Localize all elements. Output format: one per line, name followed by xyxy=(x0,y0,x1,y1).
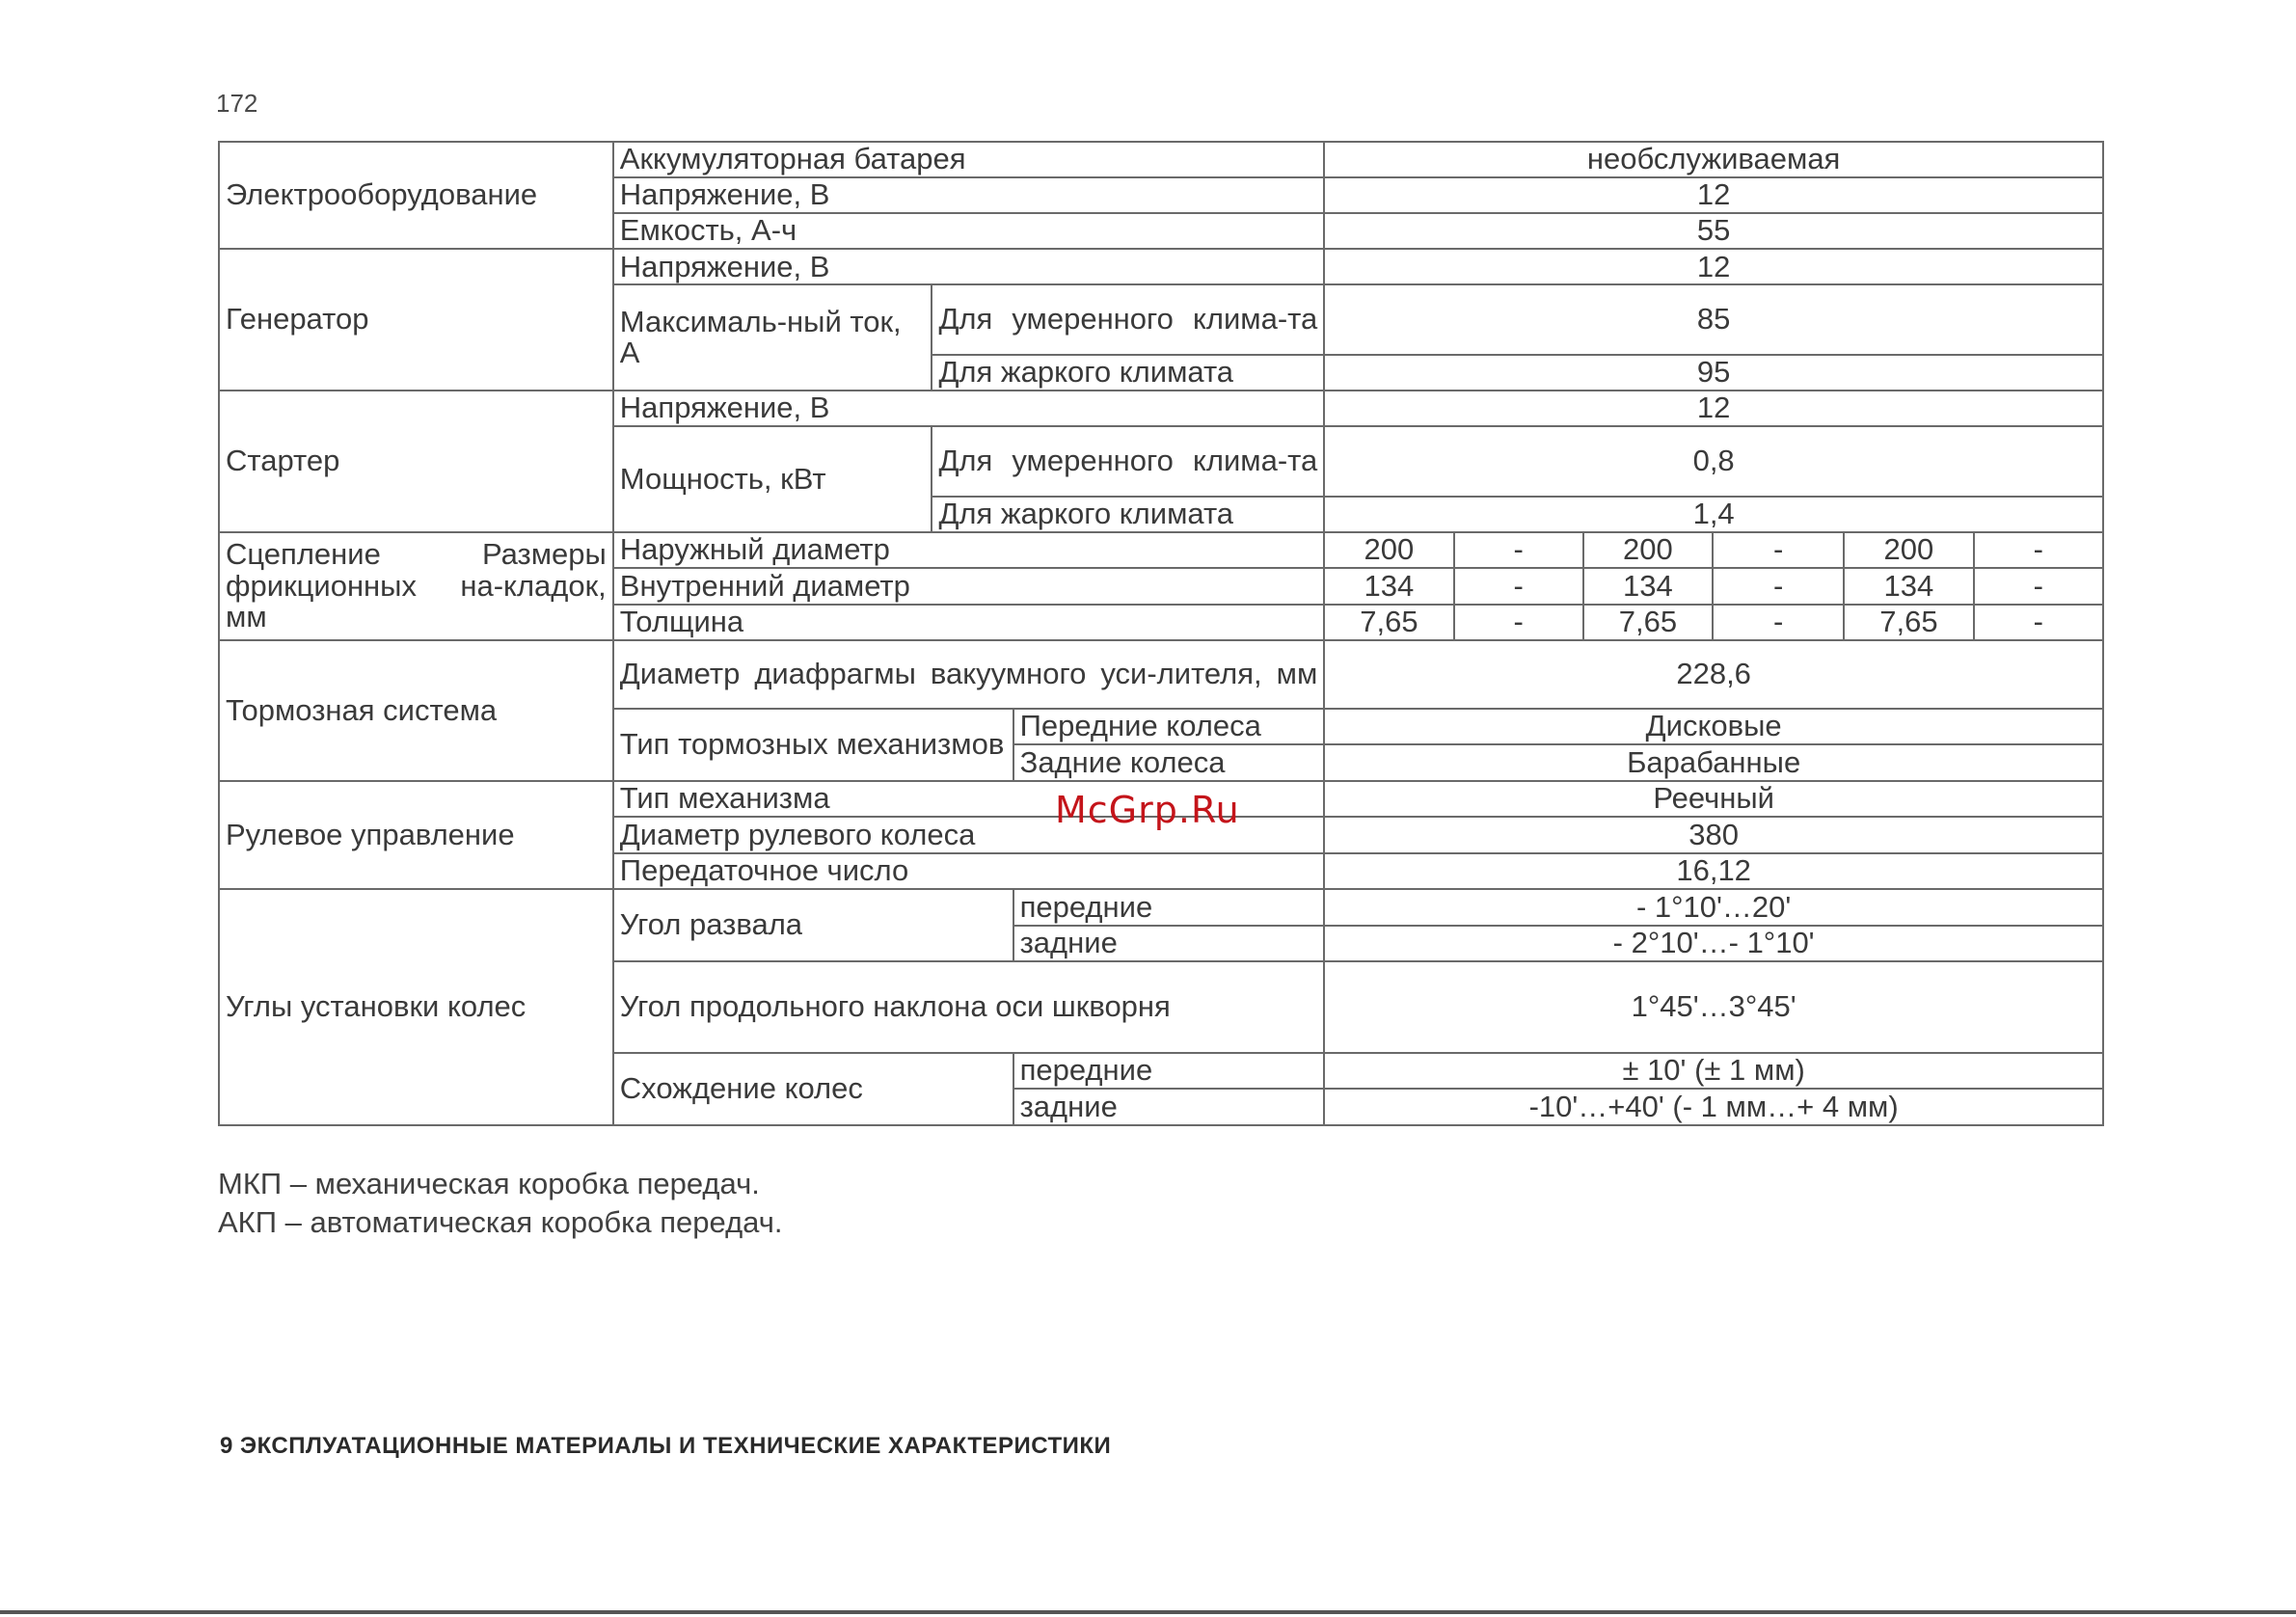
group-wheel-alignment: Углы установки колес xyxy=(219,889,613,1125)
group-brakes: Тормозная система xyxy=(219,640,613,781)
bottom-rule xyxy=(0,1610,2296,1614)
clutch-cell: - xyxy=(1974,605,2103,640)
toe-label: Схождение колес xyxy=(613,1053,1013,1125)
battery-label: Аккумуляторная батарея xyxy=(613,142,1324,177)
specifications-table xyxy=(218,141,2104,1126)
starter-voltage-value: 12 xyxy=(1324,391,2103,426)
group-starter: Стартер xyxy=(219,391,613,532)
caster-label: Угол продольного наклона оси шкворня xyxy=(613,961,1324,1053)
clutch-cell: - xyxy=(1713,605,1844,640)
steering-ratio-label: Передаточное число xyxy=(613,853,1324,889)
watermark: McGrp.Ru xyxy=(1055,789,1240,831)
booster-diameter-label: Диаметр диафрагмы вакуумного уси-лителя, мм xyxy=(613,640,1324,709)
generator-voltage-label: Напряжение, В xyxy=(613,249,1324,284)
abbreviation-notes xyxy=(218,1165,783,1242)
starter-moderate-value: 0,8 xyxy=(1324,426,2103,497)
starter-voltage-label: Напряжение, В xyxy=(613,391,1324,426)
table-row xyxy=(219,640,2103,709)
starter-power-label: Мощность, кВт xyxy=(613,426,932,532)
table-row xyxy=(219,249,2103,284)
camber-front-value: - 1°10'…20' xyxy=(1324,889,2103,925)
brake-front-label: Передние колеса xyxy=(1013,709,1325,744)
battery-capacity-label: Емкость, А-ч xyxy=(613,213,1324,249)
clutch-cell: - xyxy=(1713,568,1844,604)
chapter-footer: 9 ЭКСПЛУАТАЦИОННЫЕ МАТЕРИАЛЫ И ТЕХНИЧЕСКИЕ ХАРАКТЕРИСТИКИ xyxy=(220,1433,1112,1459)
generator-max-current-label: Максималь-ный ток, А xyxy=(613,284,932,391)
clutch-cell: 7,65 xyxy=(1583,605,1713,640)
generator-moderate-label: Для умеренного клима-та xyxy=(932,284,1324,355)
camber-rear-value: - 2°10'…- 1°10' xyxy=(1324,926,2103,961)
generator-hot-label: Для жаркого климата xyxy=(932,355,1324,391)
electro-voltage-label: Напряжение, В xyxy=(613,177,1324,213)
battery-capacity-value: 55 xyxy=(1324,213,2103,249)
clutch-cell: - xyxy=(1974,532,2103,568)
clutch-cell: 200 xyxy=(1844,532,1973,568)
table-row xyxy=(219,532,2103,568)
starter-moderate-label: Для умеренного клима-та xyxy=(932,426,1324,497)
steering-mechanism-label: Тип механизма xyxy=(613,781,1324,817)
clutch-cell: - xyxy=(1713,532,1844,568)
camber-front-label: передние xyxy=(1013,889,1325,925)
clutch-cell: 7,65 xyxy=(1844,605,1973,640)
toe-front-label: передние xyxy=(1013,1053,1325,1089)
group-electrical: Электрооборудование xyxy=(219,142,613,249)
clutch-cell: 134 xyxy=(1583,568,1713,604)
booster-diameter-value: 228,6 xyxy=(1324,640,2103,709)
clutch-cell: 200 xyxy=(1583,532,1713,568)
clutch-cell: - xyxy=(1454,532,1583,568)
brake-rear-value: Барабанные xyxy=(1324,744,2103,780)
group-clutch: Сцепление Размеры фрикционных на-кладок, мм xyxy=(219,532,613,640)
steering-wheel-value: 380 xyxy=(1324,817,2103,852)
starter-hot-value: 1,4 xyxy=(1324,497,2103,532)
clutch-row-label: Наружный диаметр xyxy=(613,532,1324,568)
starter-hot-label: Для жаркого климата xyxy=(932,497,1324,532)
steering-ratio-value: 16,12 xyxy=(1324,853,2103,889)
clutch-cell: 134 xyxy=(1324,568,1453,604)
caster-value: 1°45'…3°45' xyxy=(1324,961,2103,1053)
clutch-row-label: Внутренний диаметр xyxy=(613,568,1324,604)
clutch-cell: - xyxy=(1454,605,1583,640)
clutch-row-label: Толщина xyxy=(613,605,1324,640)
brake-mechanism-label: Тип тормозных механизмов xyxy=(613,709,1013,781)
table-row xyxy=(219,391,2103,426)
note-line: АКП – автоматическая коробка передач. xyxy=(218,1205,783,1239)
battery-value: необслуживаемая xyxy=(1324,142,2103,177)
generator-moderate-value: 85 xyxy=(1324,284,2103,355)
clutch-cell: 134 xyxy=(1844,568,1973,604)
generator-voltage-value: 12 xyxy=(1324,249,2103,284)
group-steering: Рулевое управление xyxy=(219,781,613,889)
toe-rear-value: -10'…+40' (- 1 мм…+ 4 мм) xyxy=(1324,1089,2103,1125)
brake-rear-label: Задние колеса xyxy=(1013,744,1325,780)
camber-label: Угол развала xyxy=(613,889,1013,961)
clutch-cell: - xyxy=(1454,568,1583,604)
electro-voltage-value: 12 xyxy=(1324,177,2103,213)
clutch-cell: - xyxy=(1974,568,2103,604)
group-generator: Генератор xyxy=(219,249,613,391)
table-row xyxy=(219,889,2103,925)
steering-wheel-label: Диаметр рулевого колеса xyxy=(613,817,1324,852)
steering-mechanism-value: Реечный xyxy=(1324,781,2103,817)
generator-hot-value: 95 xyxy=(1324,355,2103,391)
toe-front-value: ± 10' (± 1 мм) xyxy=(1324,1053,2103,1089)
toe-rear-label: задние xyxy=(1013,1089,1325,1125)
page-number: 172 xyxy=(216,89,258,118)
brake-front-value: Дисковые xyxy=(1324,709,2103,744)
clutch-cell: 200 xyxy=(1324,532,1453,568)
clutch-cell: 7,65 xyxy=(1324,605,1453,640)
note-line: МКП – механическая коробка передач. xyxy=(218,1167,760,1200)
camber-rear-label: задние xyxy=(1013,926,1325,961)
table-row xyxy=(219,142,2103,177)
